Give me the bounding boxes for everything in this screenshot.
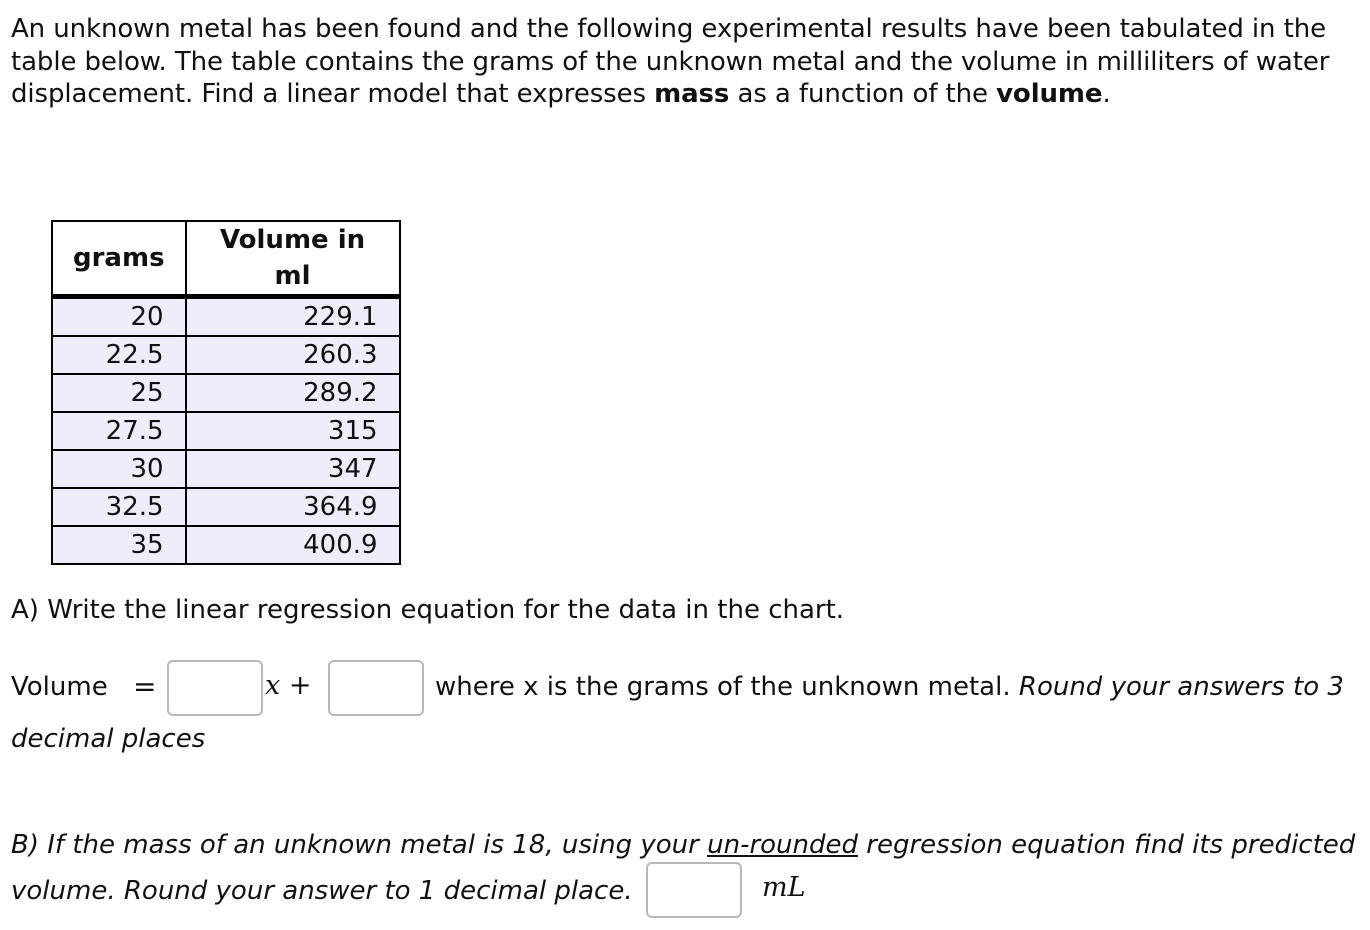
cell-grams: 22.5	[52, 336, 186, 374]
header-volume: Volume in ml	[186, 221, 400, 297]
intro-text-2: as a function of the	[729, 79, 997, 109]
slope-input[interactable]	[167, 660, 263, 716]
equation-instructions	[435, 672, 1344, 702]
table-row	[52, 374, 400, 412]
cell-volume: 315	[186, 412, 400, 450]
intercept-input[interactable]	[328, 660, 424, 716]
instructions-text: where x is the grams of the unknown metal.	[435, 672, 1019, 702]
problem-statement	[11, 13, 1366, 111]
cell-volume: 347	[186, 450, 400, 488]
equals-sign: =	[133, 670, 157, 703]
predicted-volume-input[interactable]	[646, 862, 742, 918]
cell-volume: 260.3	[186, 336, 400, 374]
plus-sign: +	[288, 670, 312, 701]
data-table	[51, 220, 401, 565]
un-rounded-emphasis: un-rounded	[707, 830, 859, 860]
table-row	[52, 412, 400, 450]
cell-volume: 364.9	[186, 488, 400, 526]
table-row	[52, 488, 400, 526]
intro-bold-mass: mass	[654, 79, 730, 109]
cell-grams: 30	[52, 450, 186, 488]
part-b-text-1: B) If the mass of an unknown metal is 18, using your	[11, 830, 708, 860]
header-grams: grams	[52, 221, 186, 297]
part-b-question	[11, 828, 1355, 862]
rounding-instructions: Round your answers to 3	[1018, 672, 1344, 702]
table-row	[52, 450, 400, 488]
x-plus-term	[265, 670, 311, 701]
cell-grams: 20	[52, 297, 186, 337]
part-a-question: A) Write the linear regression equation for the data in the chart.	[11, 595, 845, 625]
cell-grams: 35	[52, 526, 186, 564]
part-b-line-2: volume. Round your answer to 1 decimal place.	[11, 876, 633, 906]
rounding-instructions-cont: decimal places	[11, 724, 206, 754]
regression-equation	[11, 660, 1361, 720]
cell-volume: 289.2	[186, 374, 400, 412]
table-row	[52, 297, 400, 337]
cell-volume: 229.1	[186, 297, 400, 337]
intro-text-1: An unknown metal has been found and the following experimental results have been tabulated in the table below. The table contains the grams of the unknown metal and the volume in milliliters of water displacement. Find a linear model that expresses	[11, 14, 1330, 109]
table-row	[52, 526, 400, 564]
intro-text-3: .	[1102, 79, 1111, 109]
intro-bold-volume: volume	[996, 79, 1103, 109]
table-header-row	[52, 221, 400, 297]
unit-label: mL	[762, 872, 806, 903]
table-row	[52, 336, 400, 374]
cell-grams: 25	[52, 374, 186, 412]
equation-lhs: Volume	[11, 672, 108, 702]
variable-x: x	[265, 670, 281, 701]
cell-grams: 27.5	[52, 412, 186, 450]
part-b-text-2: regression equation find its predicted	[858, 830, 1356, 860]
cell-grams: 32.5	[52, 488, 186, 526]
cell-volume: 400.9	[186, 526, 400, 564]
